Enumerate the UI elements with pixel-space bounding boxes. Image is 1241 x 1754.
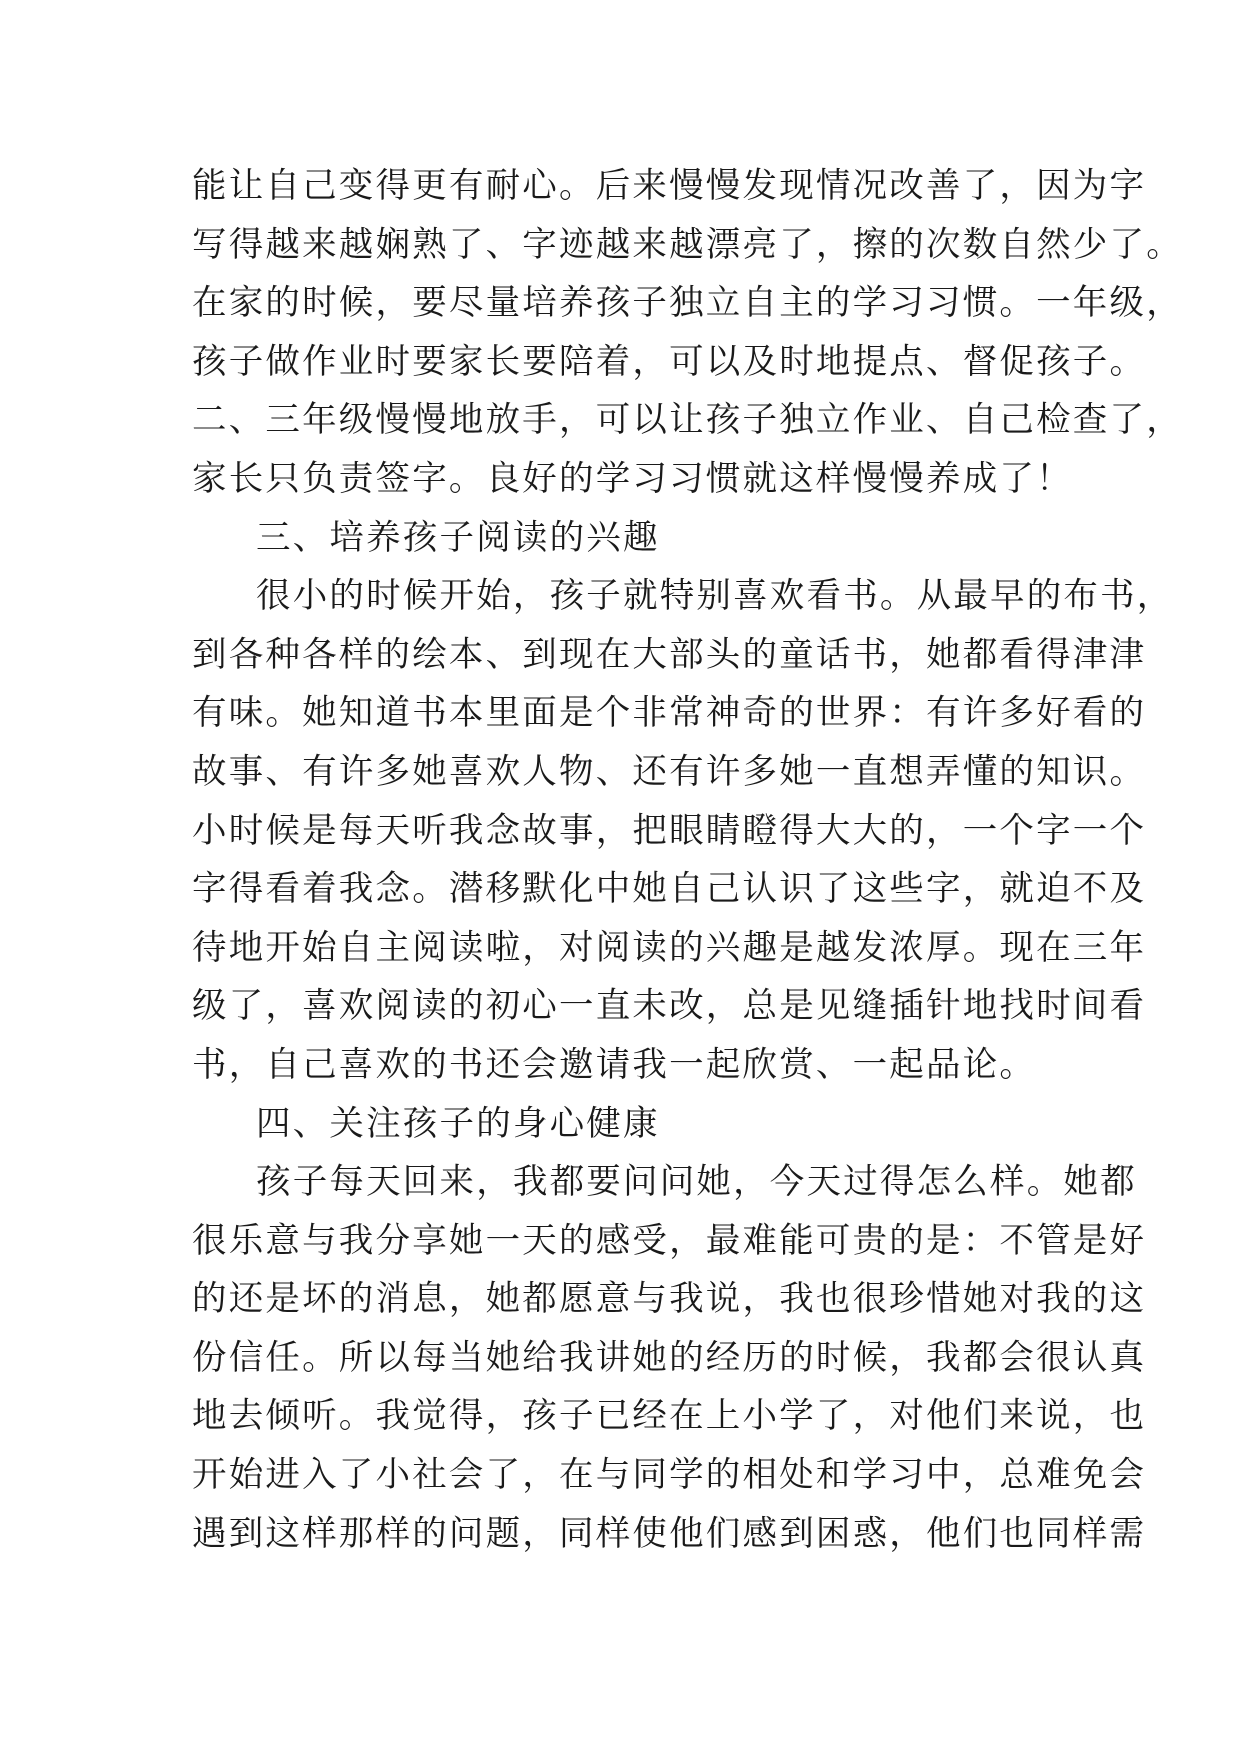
body-line: 开始进入了小社会了，在与同学的相处和学习中，总难免会 — [192, 1455, 1147, 1496]
body-line: 故事、有许多她喜欢人物、还有许多她一直想弄懂的知识。 — [192, 751, 1147, 792]
section-heading-reading: 三、培养孩子阅读的兴趣 — [256, 517, 660, 558]
document-body — [192, 157, 1183, 1563]
paragraph-first-line: 孩子每天回来，我都要问问她，今天过得怎么样。她都 — [256, 1162, 1137, 1203]
body-line: 书，自己喜欢的书还会邀请我一起欣赏、一起品论。 — [192, 1044, 1037, 1085]
body-line: 的还是坏的消息，她都愿意与我说，我也很珍惜她对我的这 — [192, 1279, 1147, 1320]
body-line: 待地开始自主阅读啦，对阅读的兴趣是越发浓厚。现在三年 — [192, 927, 1147, 968]
body-line: 在家的时候，要尽量培养孩子独立自主的学习习惯。一年级， — [192, 283, 1183, 324]
body-line: 份信任。所以每当她给我讲她的经历的时候，我都会很认真 — [192, 1337, 1147, 1378]
body-line: 能让自己变得更有耐心。后来慢慢发现情况改善了，因为字 — [192, 166, 1147, 206]
body-line: 小时候是每天听我念故事，把眼睛瞪得大大的，一个字一个 — [192, 810, 1147, 851]
paragraph-first-line: 很小的时候开始，孩子就特别喜欢看书。从最早的布书， — [256, 576, 1174, 617]
body-line: 有味。她知道书本里面是个非常神奇的世界：有许多好看的 — [192, 693, 1147, 734]
body-line: 很乐意与我分享她一天的感受，最难能可贵的是：不管是好 — [192, 1220, 1147, 1261]
body-line: 级了，喜欢阅读的初心一直未改，总是见缝插针地找时间看 — [192, 986, 1147, 1027]
body-line: 遇到这样那样的问题，同样使他们感到困惑，他们也同样需 — [192, 1513, 1147, 1554]
body-line: 家长只负责签字。良好的学习习惯就这样慢慢养成了！ — [192, 458, 1073, 499]
body-line: 地去倾听。我觉得，孩子已经在上小学了，对他们来说，也 — [192, 1396, 1147, 1437]
body-line: 孩子做作业时要家长要陪着，可以及时地提点、督促孩子。 — [192, 341, 1147, 382]
body-line: 字得看着我念。潜移默化中她自己认识了这些字，就迫不及 — [192, 869, 1147, 910]
body-line: 二、三年级慢慢地放手，可以让孩子独立作业、自己检查了， — [192, 400, 1183, 441]
body-line: 到各种各样的绘本、到现在大部头的童话书，她都看得津津 — [192, 634, 1147, 675]
section-heading-health: 四、关注孩子的身心健康 — [256, 1103, 660, 1144]
body-line: 写得越来越娴熟了、字迹越来越漂亮了，擦的次数自然少了。 — [192, 224, 1183, 265]
